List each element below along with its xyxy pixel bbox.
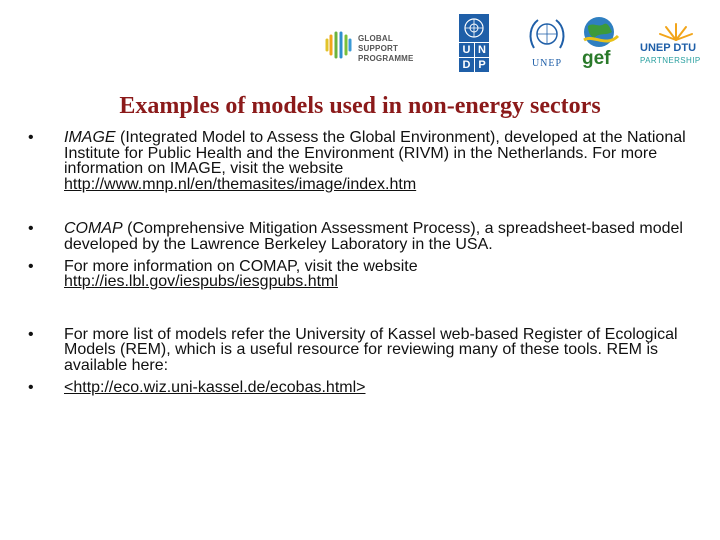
rem-website-link[interactable]: <http://eco.wiz.uni-kassel.de/ecobas.html>: [64, 378, 366, 396]
bullet-text: (Integrated Model to Assess the Global Environment), developed at the National Institute for Public Health and the Environment (RIVM) in the Netherlands. For more information on IMAGE, visit the website: [64, 129, 686, 178]
undp-letter: U: [459, 42, 474, 57]
gef-logo-text: gef: [582, 48, 611, 69]
undp-logo: [459, 14, 489, 72]
image-website-link[interactable]: http://www.mnp.nl/en/themasites/image/index.htm: [64, 175, 417, 193]
unep-logo-text: UNEP: [531, 58, 563, 69]
bullet-rem: [26, 327, 706, 374]
unep-emblem-icon: [522, 14, 572, 58]
un-emblem-icon: [459, 14, 489, 42]
slide-title: Examples of models used in non-energy sectors: [119, 93, 601, 119]
bullet-rem-link: [26, 380, 706, 396]
slide-content: [26, 130, 706, 395]
dtu-sun-icon: [656, 20, 696, 42]
bullet-dot: •: [28, 378, 34, 396]
gsp-line1: GLOBAL SUPPORT: [358, 34, 399, 53]
undp-letter: P: [474, 57, 489, 72]
bullet-dot: •: [28, 257, 34, 275]
bullet-comap: [26, 221, 706, 252]
gsp-line2: PROGRAMME: [358, 54, 414, 63]
bullet-dot: •: [28, 129, 34, 146]
bullet-text: For more information on COMAP, visit the website: [64, 257, 418, 275]
bullet-dot: •: [28, 220, 34, 238]
bullet-text: For more list of models refer the University of Kassel web-based Register of Ecological Models (REM), which is a useful resource for reviewing many of these tools. REM is available here:: [64, 325, 678, 374]
bullet-text: (Comprehensive Mitigation Assessment Process), a spreadsheet-based model developed by the Lawrence Berkeley Laboratory in the USA.: [64, 220, 683, 253]
model-name: IMAGE: [64, 129, 116, 146]
unep-logo: [522, 14, 572, 72]
undp-letter: N: [474, 42, 489, 57]
model-name: COMAP: [64, 220, 123, 238]
gsp-emblem-icon: [322, 28, 356, 62]
global-support-programme-logo: [322, 24, 434, 66]
dtu-line1: UNEP DTU: [640, 42, 697, 54]
comap-website-link[interactable]: http://ies.lbl.gov/iespubs/iesgpubs.html: [64, 273, 338, 291]
undp-letter: D: [459, 57, 474, 72]
unep-dtu-partnership-logo: [634, 20, 714, 70]
bullet-comap-info: [26, 259, 706, 290]
gsp-logo-text: [358, 34, 434, 64]
bullet-dot: •: [28, 325, 34, 343]
logo-bar: [0, 12, 720, 74]
gef-logo: [578, 14, 624, 72]
dtu-line2: PARTNERSHIP: [640, 56, 701, 65]
bullet-image: [26, 130, 706, 192]
